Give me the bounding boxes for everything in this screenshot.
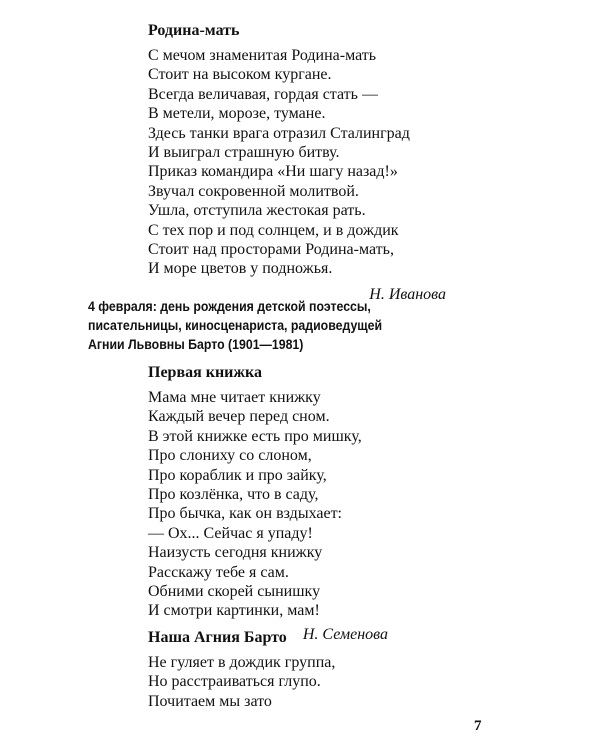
poem-line: Почитаем мы зато xyxy=(148,692,272,710)
announcement-line: 4 февраля: день рождения детской поэтессы, xyxy=(88,298,371,314)
poem-line: С мечом знаменитая Родина-мать xyxy=(148,47,377,64)
poem-lines xyxy=(148,388,388,621)
poem-pervaya-knizhka xyxy=(148,363,388,644)
poem-line: И море цветов у подножья. xyxy=(148,260,333,278)
announcement-line: Агнии Львовны Барто (1901—1981) xyxy=(88,336,304,352)
poem-line: Не гуляет в дождик группа, xyxy=(148,654,336,671)
poem-line: Расскажу тебе я сам. xyxy=(148,563,289,581)
poem-title: Родина-мать xyxy=(148,22,240,39)
poem-line: — Ох... Сейчас я упаду! xyxy=(148,524,313,542)
poem-line: Приказ командира «Ни шагу назад!» xyxy=(148,163,398,181)
poem-line: Стоит на высоком кургане. xyxy=(148,66,332,84)
poem-line: Каждый вечер перед сном. xyxy=(148,408,330,426)
page-number: 7 xyxy=(474,718,482,734)
poem-line: Здесь танки врага отразил Сталинград xyxy=(148,124,410,142)
birthday-announcement xyxy=(88,297,383,354)
poem-line: В этой книжке есть про мишку, xyxy=(148,427,362,445)
poem-author: Н. Иванова xyxy=(369,285,446,303)
poem-rodina-mat xyxy=(148,21,446,304)
poem-line: Мама мне читает книжку xyxy=(148,389,321,406)
poem-line: Но расстраиваться глупо. xyxy=(148,673,321,691)
poem-line: С тех пор и под солнцем, и в дождик xyxy=(148,221,399,239)
poem-line: Про козлёнка, что в саду, xyxy=(148,486,319,504)
poem-line: Ушла, отступила жестокая рать. xyxy=(148,202,366,220)
poem-line: И выиграл страшную битву. xyxy=(148,144,340,162)
poem-title: Наша Агния Барто xyxy=(148,629,287,646)
poem-title: Первая книжка xyxy=(148,364,262,381)
poem-author: Н. Семенова xyxy=(302,625,388,643)
poem-lines xyxy=(148,653,388,711)
poem-line: Наизусть сегодня книжку xyxy=(148,544,323,562)
poem-line: Всегда величавая, гордая стать — xyxy=(148,85,378,103)
poem-line: Звучал сокровенной молитвой. xyxy=(148,182,359,200)
poem-line: Стоит над просторами Родина-мать, xyxy=(148,241,394,259)
poem-nasha-agniya-barto xyxy=(148,628,388,711)
poem-line: Про бычка, как он вздыхает: xyxy=(148,505,342,523)
announcement-line: писательницы, киносценариста, радиоведущей xyxy=(88,317,383,333)
poem-line: Про кораблик и про зайку, xyxy=(148,466,327,484)
poem-line: И смотри картинки, мам! xyxy=(148,602,320,620)
poem-line: Обними скорей сынишку xyxy=(148,583,321,601)
poem-lines xyxy=(148,46,446,279)
poem-line: В метели, морозе, тумане. xyxy=(148,105,326,123)
poem-line: Про слониху со слоном, xyxy=(148,447,312,465)
